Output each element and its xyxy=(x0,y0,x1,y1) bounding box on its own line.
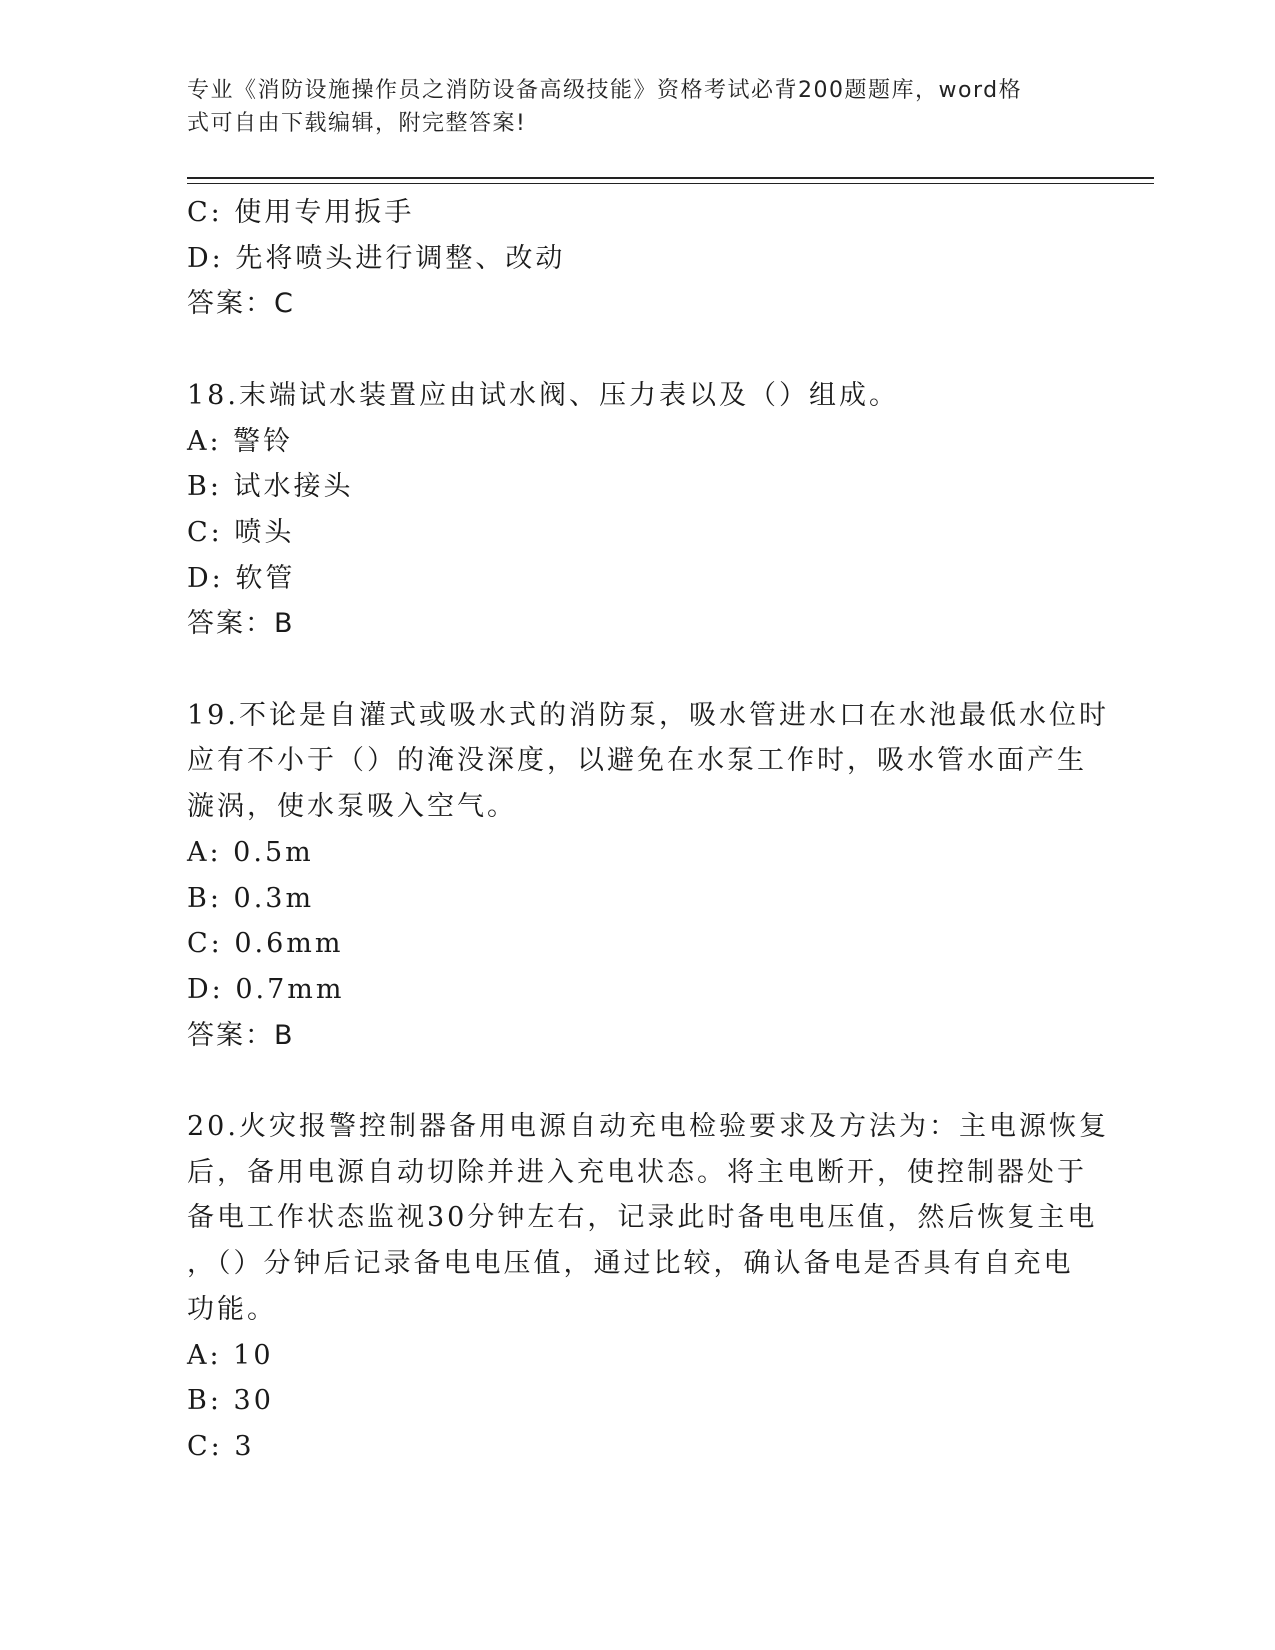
option-c: C: 0.6mm xyxy=(187,928,344,960)
option-b: B: 0.3m xyxy=(187,882,315,914)
header-divider-thin xyxy=(187,183,1154,184)
header-divider-thick xyxy=(187,177,1154,179)
option-a: A: 0.5m xyxy=(187,836,314,868)
answer-line: 答案：B xyxy=(187,1019,295,1051)
question-17 xyxy=(187,190,1087,327)
header-line: 专业《消防设施操作员之消防设备高级技能》资格考试必背200题题库，word格 xyxy=(187,78,1023,103)
question-stem: 应有不小于（）的淹没深度，以避免在水泵工作时，吸水管水面产生 xyxy=(187,745,1087,777)
option-c: C: 喷头 xyxy=(187,516,295,548)
question-stem: 漩涡，使水泵吸入空气。 xyxy=(187,791,517,823)
spacer xyxy=(187,327,1087,373)
answer-line: 答案：C xyxy=(187,288,295,320)
question-stem: 备电工作状态监视30分钟左右，记录此时备电电压值，然后恢复主电 xyxy=(187,1202,1098,1234)
question-20 xyxy=(187,1104,1109,1470)
question-stem: 功能。 xyxy=(187,1293,277,1325)
question-stem: 后，备用电源自动切除并进入充电状态。将主电断开，使控制器处于 xyxy=(187,1156,1087,1188)
question-list xyxy=(187,190,1109,1470)
header-line: 式可自由下载编辑，附完整答案! xyxy=(187,111,527,136)
question-18 xyxy=(187,373,1087,647)
option-c: C: 使用专用扳手 xyxy=(187,197,415,228)
question-stem: 18.末端试水装置应由试水阀、压力表以及（）组成。 xyxy=(187,379,899,411)
spacer xyxy=(187,1058,1087,1104)
option-c: C: 3 xyxy=(187,1430,255,1462)
option-a: A: 10 xyxy=(187,1339,274,1371)
option-d: D: 0.7mm xyxy=(187,973,345,1005)
answer-line: 答案：B xyxy=(187,608,295,640)
question-stem: 20.火灾报警控制器备用电源自动充电检验要求及方法为：主电源恢复 xyxy=(187,1111,1109,1143)
spacer xyxy=(187,647,1087,693)
document-header xyxy=(187,74,1067,140)
option-b: B: 30 xyxy=(187,1385,274,1417)
question-stem: 19.不论是自灌式或吸水式的消防泵，吸水管进水口在水池最低水位时 xyxy=(187,699,1109,731)
option-d: D: 软管 xyxy=(187,562,296,594)
option-d: D: 先将喷头进行调整、改动 xyxy=(187,242,566,274)
option-a: A: 警铃 xyxy=(187,425,294,457)
option-b: B: 试水接头 xyxy=(187,471,354,503)
question-19 xyxy=(187,693,1109,1059)
question-stem: ，（）分钟后记录备电电压值，通过比较，确认备电是否具有自充电 xyxy=(187,1248,1074,1280)
